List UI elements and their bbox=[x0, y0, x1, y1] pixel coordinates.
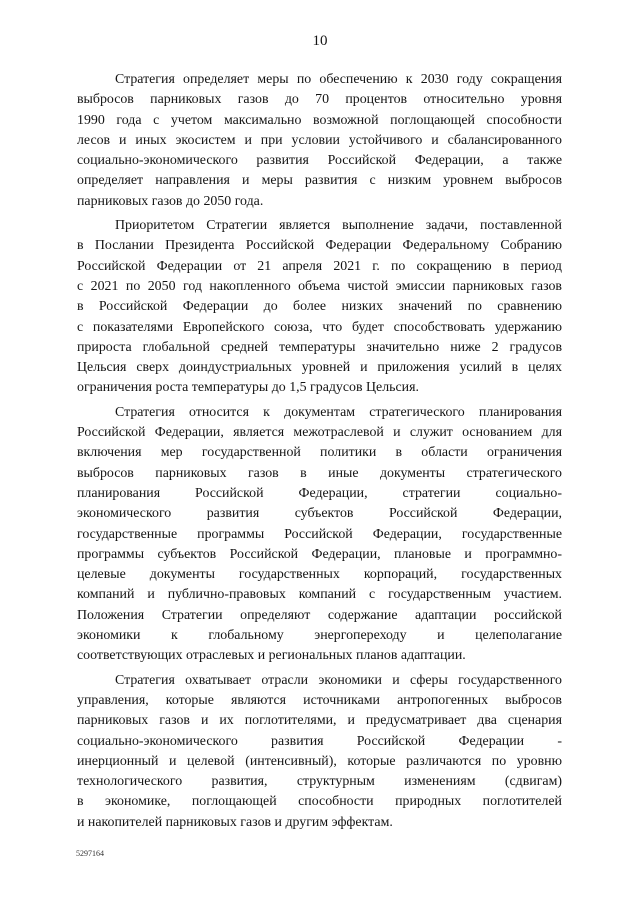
text-line: Положения Стратегии определяют содержание адаптации российской bbox=[77, 607, 562, 623]
document-code: 5297164 bbox=[76, 849, 104, 858]
text-line: Стратегия определяет меры по обеспечению к 2030 году сокращения bbox=[115, 72, 562, 87]
text-line: определяет направления и меры развития с низким уровнем выбросов bbox=[77, 173, 562, 189]
page-number: 10 bbox=[312, 33, 328, 49]
text-line: включения мер государственной политики в области ограничения bbox=[77, 445, 562, 461]
text-line: Российской Федерации, является межотраслевой и служит основанием для bbox=[77, 425, 562, 441]
paragraph-1 bbox=[77, 70, 562, 212]
text-line: выбросов парниковых газов в иные документы стратегического bbox=[77, 465, 562, 481]
text-line: планирования Российской Федерации, стратегии социально- bbox=[77, 485, 562, 501]
text-line: государственные программы Российской Федерации, государственные bbox=[77, 526, 562, 542]
text-line: социально-экономического развития Российской Федерации, а также bbox=[77, 153, 562, 169]
paragraph-3 bbox=[77, 403, 562, 667]
text-line: с показателями Европейского союза, что будет способствовать удержанию bbox=[77, 319, 562, 335]
text-line: Стратегия охватывает отрасли экономики и сферы государственного bbox=[115, 672, 562, 688]
text-line: управления, которые являются источниками антропогенных выбросов bbox=[77, 692, 562, 708]
text-line: ограничения роста температуры до 1,5 градусов Цельсия. bbox=[77, 380, 419, 396]
text-line: прироста глобальной средней температуры значительно ниже 2 градусов bbox=[77, 339, 562, 355]
text-line: в экономике, поглощающей способности природных поглотителей bbox=[77, 794, 562, 810]
text-line: выбросов парниковых газов до 70 процентов относительно уровня bbox=[77, 92, 562, 108]
text-line: в Послании Президента Российской Федерации Федеральному Собранию bbox=[77, 238, 562, 254]
text-line: технологического развития, структурным изменениям (сдвигам) bbox=[77, 774, 562, 790]
text-line: 1990 года с учетом максимально возможной поглощающей способности bbox=[77, 112, 562, 128]
text-line: целевые документы государственных корпораций, государственных bbox=[77, 567, 562, 583]
text-line: в Российской Федерации до более низких значений по сравнению bbox=[77, 299, 562, 315]
text-line: компаний и публично-правовых компаний с государственным участием. bbox=[77, 587, 562, 603]
text-line: Российской Федерации от 21 апреля 2021 г. по сокращению в период bbox=[77, 258, 562, 274]
text-line: парниковых газов и их поглотителями, и предусматривает два сценария bbox=[77, 713, 562, 729]
text-line: с 2021 по 2050 год накопленного объема чистой эмиссии парниковых газов bbox=[77, 278, 562, 294]
text-line: лесов и иных экосистем и при условии устойчивого и сбалансированного bbox=[77, 132, 562, 148]
paragraph-2 bbox=[77, 216, 562, 399]
text-line: парниковых газов до 2050 года. bbox=[77, 193, 264, 209]
text-line: экономики к глобальному энергопереходу и целеполагание bbox=[77, 628, 562, 644]
text-line: социально-экономического развития Российской Федерации - bbox=[77, 733, 562, 749]
paragraph-4 bbox=[77, 671, 562, 833]
text-line: Цельсия сверх доиндустриальных уровней и приложения усилий в целях bbox=[77, 360, 562, 376]
document-body bbox=[77, 70, 562, 837]
text-line: инерционный и целевой (интенсивный), которые различаются по уровню bbox=[77, 753, 562, 769]
text-line: Стратегия относится к документам стратегического планирования bbox=[115, 404, 562, 420]
text-line: и накопителей парниковых газов и другим эффектам. bbox=[77, 814, 393, 830]
text-line: Приоритетом Стратегии является выполнение задачи, поставленной bbox=[115, 218, 562, 234]
text-line: соответствующих отраслевых и региональных планов адаптации. bbox=[77, 648, 466, 664]
text-line: экономического развития субъектов Российской Федерации, bbox=[77, 506, 562, 522]
text-line: программы субъектов Российской Федерации, плановые и программно- bbox=[77, 546, 562, 562]
